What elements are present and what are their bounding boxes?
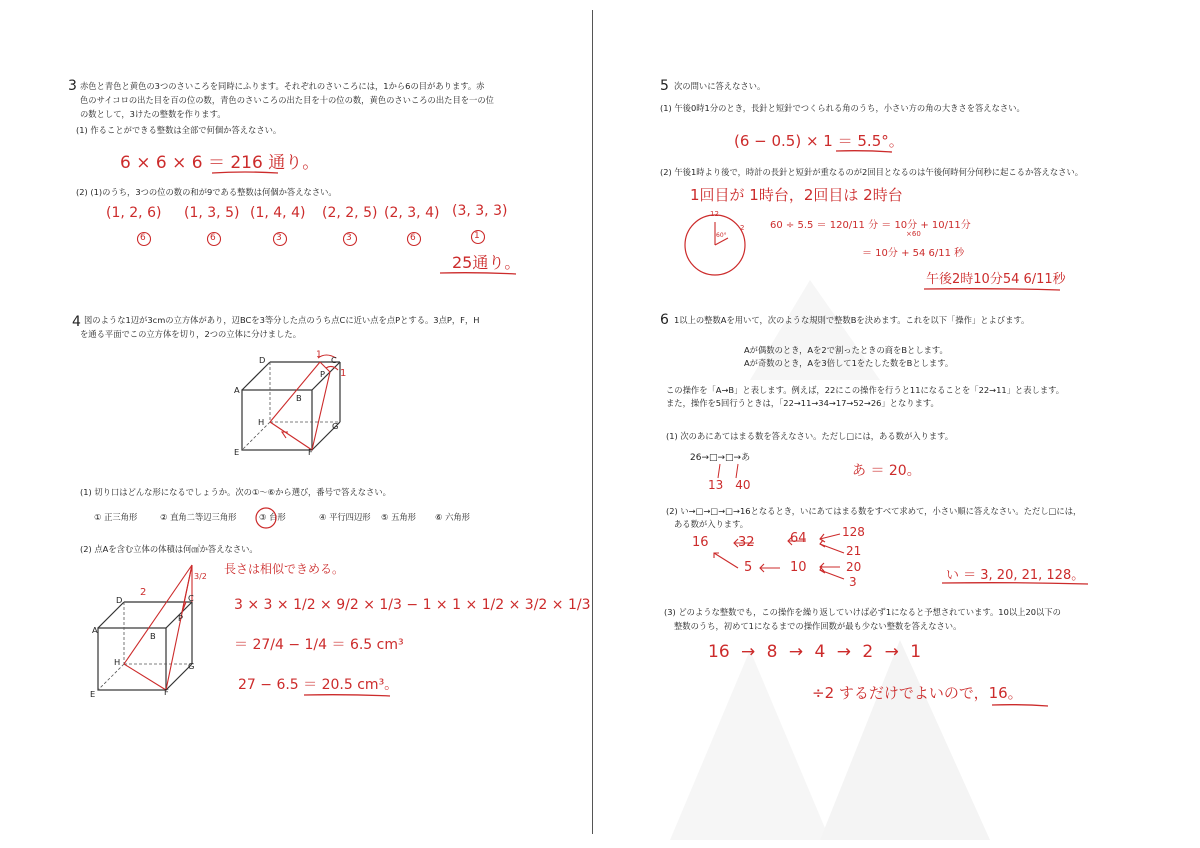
q4-work-line3: 27 − 6.5 ＝ 20.5 cm³。 [238,677,399,693]
q6-part2-underline [940,580,1090,586]
q6-number: 6 [660,312,669,328]
q4-choice-6: ⑥ 六角形 [435,512,470,522]
q6-part1-text: (1) 次のあにあてはまる数を答えなさい。ただし□には，ある数が入ります。 [666,431,954,441]
q5-part1-underline [834,148,894,154]
q6-part3-line2: 整数のうち，初めて1になるまでの操作回数が最も少ない整数を答えなさい。 [674,621,962,631]
q5-part2-text: (2) 午後1時より後で，時計の長針と短針が重なるのが2回目となるのは午後何時何分何秒に起こるか答えなさい。 [660,167,1084,177]
q3-part1-text: (1) 作ることができる整数は全部で何個か答えなさい。 [76,125,282,135]
q4-choice-2: ② 直角二等辺三角形 [160,512,237,522]
q4-fig1-label-a: A [234,385,240,395]
q5-calc-line2: ＝ 10分 + 54 6/11 秒 [862,248,965,259]
q6-rule-odd: Aが奇数のとき，Aを3倍して1をたした数をBとします。 [744,358,954,368]
q3-count-6: 1 [474,231,480,241]
q3-combo-2: (1, 3, 5) [184,205,240,221]
q4-fig1-label-h: H [258,417,265,427]
q6-tree-32: 32 [738,535,755,550]
q4-fig2-label-a: A [92,625,98,635]
q4-choice-1: ① 正三角形 [94,512,138,522]
q4-fig1-label-p: P [320,369,326,379]
q4-part2-text: (2) 点Aを含む立体の体積は何㎤か答えなさい。 [80,544,258,554]
q3-part2-answer: 25通り。 [452,253,521,272]
q4-fig2-label-g: G [188,661,195,671]
q6-tree-5: 5 [744,560,753,575]
q3-part2-underline [438,270,518,276]
q6-explain-line2: また，操作を5回行うときは，「22→11→34→17→52→26」となります。 [666,398,939,408]
q4-work-line2: ＝ 27/4 − 1/4 ＝ 6.5 cm³ [234,637,404,653]
q3-combo-5: (2, 3, 4) [384,205,440,221]
q4-fig1-label-d: D [259,355,266,365]
q4-choice-5: ⑤ 五角形 [381,512,416,522]
q3-count-3: 3 [276,233,282,243]
q4-work-underline [302,692,392,698]
q3-intro-line2: 色のサイコロの出た目を百の位の数，青色のさいころの出た目を十の位の数，黄色のさいころの出た目を一の位 [80,95,494,105]
q6-part1-answer: あ ＝ 20。 [852,463,921,479]
q5-number: 5 [660,78,669,94]
q3-intro-line3: の数として，3けたの整数を作ります。 [80,109,226,119]
q4-fig2-mark-3-2: 3/2 [194,572,207,581]
q4-choice-selected-circle [254,506,280,530]
q6-tree-arrows [700,528,850,590]
q4-work-line1: 3 × 3 × 1/2 × 9/2 × 1/3 − 1 × 1 × 1/2 × 3/2 × 1/3 [234,597,591,613]
clock-label-angle: 60° [716,232,727,239]
q3-combo-1: (1, 2, 6) [106,205,162,221]
q3-number: 3 [68,78,77,94]
q6-tree-64: 64 [790,531,807,546]
q4-fig2-mark-2: 2 [140,587,147,598]
q6-part2-line1: (2) い→□→□→□→16となるとき，いにあてはまる数をすべて求めて，小さい順に答えなさい。ただし□には， [666,506,1082,516]
q6-part1-work: 13 40 [708,478,751,492]
q3-intro-line1: 赤色と青色と黄色の3つのさいころを同時にふります。それぞれのさいころには，1から6の目があります。赤 [80,81,485,91]
q3-part1-answer: 6 × 6 × 6 ＝ 216 通り。 [120,153,320,173]
q3-count-circles [130,228,490,252]
q4-fig2-label-b: B [150,631,156,641]
q4-number: 4 [72,314,81,330]
q4-intro-line2: を通る平面でこの立方体を切り，2つの立体に分けました。 [80,329,301,339]
q5-answer: 午後2時10分54 6/11秒 [926,272,1066,287]
q6-intro: 1以上の整数Aを用いて，次のような規則で整数Bを決めます。これを以下「操作」とよびます。 [674,315,1030,325]
q4-note: 長さは相似できめる。 [224,562,345,576]
q3-part1-underline [210,170,280,176]
q3-count-4: 3 [346,233,352,243]
q6-part1-chain: 26→□→□→あ [690,453,751,463]
q6-tree-21: 21 [846,544,862,558]
q4-fig2-label-c: C [188,593,194,603]
q6-part3-chain: 16 → 8 → 4 → 2 → 1 [708,642,922,662]
q6-part2-answer: い ＝ 3, 20, 21, 128。 [946,568,1085,583]
q3-count-5: 6 [410,233,416,243]
q4-fig2-label-h: H [114,657,121,667]
q3-count-2: 6 [210,233,216,243]
q3-part2-text: (2) (1)のうち，3つの位の数の和が9である整数は何個か答えなさい。 [76,187,337,197]
q6-rule-even: Aが偶数のとき，Aを2で割ったときの商をBとします。 [744,345,948,355]
q4-fig2-label-d: D [116,595,123,605]
q6-tree-20: 20 [846,560,862,574]
q5-calc-x60: ×60 [906,230,921,238]
clock-label-2: 2 [740,224,745,232]
q5-part1-answer: (6 − 0.5) × 1 ＝ 5.5°。 [734,132,904,150]
q5-answer-underline [922,286,1062,292]
q6-tree-3: 3 [849,575,857,589]
q4-fig2-label-e: E [90,689,96,699]
q4-fig1-mark-1a: 1 [316,350,322,360]
q4-fig1-label-g: G [332,421,339,431]
q5-calc-line1: 60 ÷ 5.5 ＝ 120/11 分 ＝ 10分 + 10/11分 [770,220,971,231]
q3-count-1: 6 [140,233,146,243]
q5-part1-text: (1) 午後0時1分のとき，長針と短針でつくられる角のうち，小さい方の角の大きさを答えなさい。 [660,103,1025,113]
q6-tree-16: 16 [692,535,709,550]
q3-combo-4: (2, 2, 5) [322,205,378,221]
clock-sketch [680,208,750,278]
q4-fig2-label-p: P [178,613,184,623]
page-divider [592,10,593,834]
q3-combo-6: (3, 3, 3) [452,203,508,219]
q4-fig1-label-f: F [308,447,313,457]
cube-figure-1 [220,350,360,465]
q4-fig1-mark-1b: 1 [340,368,347,379]
q5-note: 1回目が 1時台，2回目は 2時台 [690,186,903,204]
q6-part2-line2: ある数が入ります。 [674,519,749,529]
q6-part3-answer: ÷2 するだけでよいので，16。 [812,684,1023,702]
q4-fig1-label-c: C [331,355,337,365]
q6-part3-underline [990,702,1050,708]
q4-choice-4: ④ 平行四辺形 [319,512,371,522]
q4-fig2-label-f: F [164,687,169,697]
q3-combo-3: (1, 4, 4) [250,205,306,221]
q5-intro: 次の問いに答えなさい。 [674,81,766,91]
q4-part1-text: (1) 切り口はどんな形になるでしょうか。次の①～⑥から選び，番号で答えなさい。 [80,487,391,497]
q4-intro-line1: 図のような1辺が3cmの立方体があり，辺BCを3等分した点のうち点Cに近い点を点Pとする。3点P，F，H [84,315,480,325]
clock-label-12: 12 [710,210,719,218]
q4-fig1-label-b: B [296,393,302,403]
q6-tree-128: 128 [842,525,865,539]
q6-part3-line1: (3) どのような整数でも，この操作を繰り返していけば必ず1になると予想されています。10以上20以下の [664,607,1061,617]
q4-choice-3: ③ 台形 [259,512,286,522]
q6-tree-10: 10 [790,560,807,575]
q6-explain-line1: この操作を「A→B」と表します。例えば，22にこの操作を行うと11になることを「22→11」と表します。 [666,385,1065,395]
q4-fig1-label-e: E [234,447,240,457]
